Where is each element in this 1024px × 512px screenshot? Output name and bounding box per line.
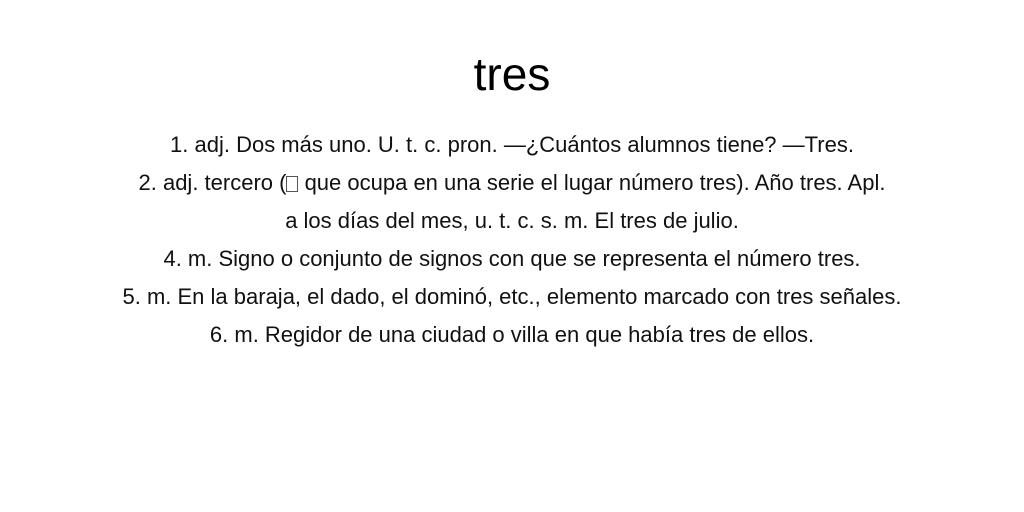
definitions bbox=[0, 126, 1024, 354]
definition-line-6: 6. m. Regidor de una ciudad o villa en que había tres de ellos. bbox=[209, 322, 815, 347]
definition-line-2-part-b: que ocupa en una serie el lugar número tres). Año tres. Apl. bbox=[298, 170, 886, 195]
definition-line-4: 4. m. Signo o conjunto de signos con que se representa el número tres. bbox=[163, 246, 861, 271]
definition-line-5: 5. m. En la baraja, el dado, el dominó, etc., elemento marcado con tres señales. bbox=[122, 284, 902, 309]
missing-glyph-icon bbox=[286, 176, 298, 192]
headword: tres bbox=[473, 48, 551, 100]
definition-line-2-part-a: 2. adj. tercero ( bbox=[138, 170, 287, 195]
definition-line-1: 1. adj. Dos más uno. U. t. c. pron. —¿Cuántos alumnos tiene? —Tres. bbox=[170, 132, 854, 157]
definition-line-2 bbox=[0, 164, 1024, 202]
definition-line-3: a los días del mes, u. t. c. s. m. El tres de julio. bbox=[285, 208, 739, 233]
